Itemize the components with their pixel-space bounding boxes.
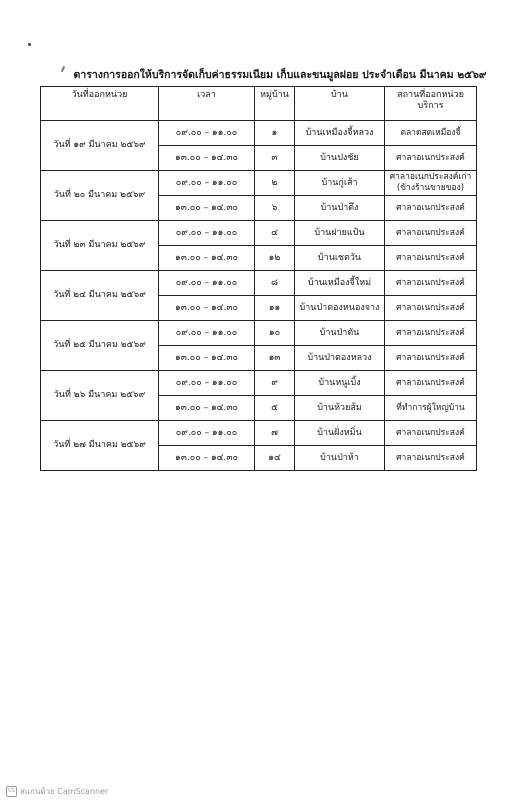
date-cell: วันที่ ๒๖ มีนาคม ๒๕๖๙ [41, 371, 159, 421]
village-cell: บ้านเหมืองจี้หลวง [295, 121, 385, 146]
place-cell: ตลาดสดเหมืองจี้ [385, 121, 477, 146]
village-cell: บ้านฝายแป้น [295, 221, 385, 246]
date-cell: วันที่ ๒๓ มีนาคม ๒๕๖๙ [41, 221, 159, 271]
place-cell: ศาลาอเนกประสงค์ [385, 221, 477, 246]
time-cell: ๑๓.๐๐ – ๑๔.๓๐ [159, 346, 255, 371]
document-title: ตารางการออกให้บริการจัดเก็บค่าธรรมเนียม เก็บและขนมูลฝอย ประจำเดือน มีนาคม ๒๕๖๙ [73, 69, 487, 81]
place-cell: ศาลาอเนกประสงค์ [385, 271, 477, 296]
moo-cell: ๙ [255, 371, 295, 396]
village-cell: บ้านป่าตึง [295, 196, 385, 221]
moo-cell: ๔ [255, 221, 295, 246]
date-cell: วันที่ ๑๙ มีนาคม ๒๕๖๙ [41, 121, 159, 171]
village-cell: บ้านหนูเบิ้ง [295, 371, 385, 396]
time-cell: ๐๙.๐๐ – ๑๑.๐๐ [159, 221, 255, 246]
time-cell: ๐๙.๐๐ – ๑๑.๐๐ [159, 371, 255, 396]
moo-cell: ๓ [255, 146, 295, 171]
moo-cell: ๗ [255, 421, 295, 446]
scanner-watermark [6, 785, 108, 798]
village-cell: บ้านป่าตองหนองจาง [295, 296, 385, 321]
moo-cell: ๑๔ [255, 446, 295, 471]
scan-speck [28, 43, 31, 46]
header-moo: หมู่บ้าน [255, 87, 295, 121]
moo-cell: ๑๓ [255, 346, 295, 371]
date-cell: วันที่ ๒๔ มีนาคม ๒๕๖๙ [41, 271, 159, 321]
time-cell: ๑๓.๐๐ – ๑๔.๓๐ [159, 296, 255, 321]
time-cell: ๑๓.๐๐ – ๑๔.๓๐ [159, 146, 255, 171]
village-cell: บ้านป่าห้า [295, 446, 385, 471]
header-village: บ้าน [295, 87, 385, 121]
village-cell: บ้านเชตวัน [295, 246, 385, 271]
place-cell: ที่ทำการผู้ใหญ่บ้าน [385, 396, 477, 421]
village-cell: บ้านเหมืองจี้ใหม่ [295, 271, 385, 296]
table-row [41, 171, 477, 196]
time-cell: ๐๙.๐๐ – ๑๑.๐๐ [159, 421, 255, 446]
place-cell: ศาลาอเนกประสงค์ [385, 246, 477, 271]
table-row [41, 371, 477, 396]
date-cell: วันที่ ๒๗ มีนาคม ๒๕๖๙ [41, 421, 159, 471]
village-cell: บ้านป่าตองหลวง [295, 346, 385, 371]
table-row [41, 121, 477, 146]
moo-cell: ๑ [255, 121, 295, 146]
table-row [41, 421, 477, 446]
moo-cell: ๑๑ [255, 296, 295, 321]
table-row [41, 221, 477, 246]
table-row [41, 321, 477, 346]
schedule-table [40, 86, 477, 471]
date-cell: วันที่ ๒๐ มีนาคม ๒๕๖๙ [41, 171, 159, 221]
place-cell: ศาลาอเนกประสงค์ [385, 346, 477, 371]
place-cell: ศาลาอเนกประสงค์ [385, 421, 477, 446]
time-cell: ๐๙.๐๐ – ๑๑.๐๐ [159, 121, 255, 146]
place-cell: ศาลาอเนกประสงค์ [385, 446, 477, 471]
moo-cell: ๒ [255, 171, 295, 196]
place-cell: ศาลาอเนกประสงค์ [385, 371, 477, 396]
table-header-row [41, 87, 477, 121]
time-cell: ๐๙.๐๐ – ๑๑.๐๐ [159, 321, 255, 346]
header-time: เวลา [159, 87, 255, 121]
scan-mark [61, 66, 65, 72]
place-cell: ศาลาอเนกประสงค์ [385, 146, 477, 171]
place-cell: ศาลาอเนกประสงค์ [385, 196, 477, 221]
village-cell: บ้านห้วยส้ม [295, 396, 385, 421]
village-cell: บ้านฝั่งหมิ่น [295, 421, 385, 446]
camscanner-logo-icon: CS [6, 786, 17, 797]
time-cell: ๑๓.๐๐ – ๑๔.๓๐ [159, 396, 255, 421]
moo-cell: ๕ [255, 396, 295, 421]
village-cell: บ้านกู่เส้า [295, 171, 385, 196]
time-cell: ๐๙.๐๐ – ๑๑.๐๐ [159, 171, 255, 196]
watermark-text: สแกนด้วย CamScanner [20, 787, 109, 796]
moo-cell: ๘ [255, 271, 295, 296]
time-cell: ๑๓.๐๐ – ๑๔.๓๐ [159, 246, 255, 271]
place-cell: ศาลาอเนกประสงค์ [385, 296, 477, 321]
village-cell: บ้านปงชัย [295, 146, 385, 171]
date-cell: วันที่ ๒๕ มีนาคม ๒๕๖๙ [41, 321, 159, 371]
schedule-body [41, 121, 477, 471]
village-cell: บ้านป่าตัน [295, 321, 385, 346]
header-place: สถานที่ออกหน่วย บริการ [385, 87, 477, 121]
place-cell: ศาลาอเนกประสงค์เก่า (ข้างร้านขายของ) [385, 171, 477, 196]
time-cell: ๑๓.๐๐ – ๑๔.๓๐ [159, 446, 255, 471]
table-row [41, 271, 477, 296]
time-cell: ๑๓.๐๐ – ๑๔.๓๐ [159, 196, 255, 221]
moo-cell: ๖ [255, 196, 295, 221]
place-cell: ศาลาอเนกประสงค์ [385, 321, 477, 346]
moo-cell: ๑๐ [255, 321, 295, 346]
time-cell: ๐๙.๐๐ – ๑๑.๐๐ [159, 271, 255, 296]
header-date: วันที่ออกหน่วย [41, 87, 159, 121]
moo-cell: ๑๒ [255, 246, 295, 271]
